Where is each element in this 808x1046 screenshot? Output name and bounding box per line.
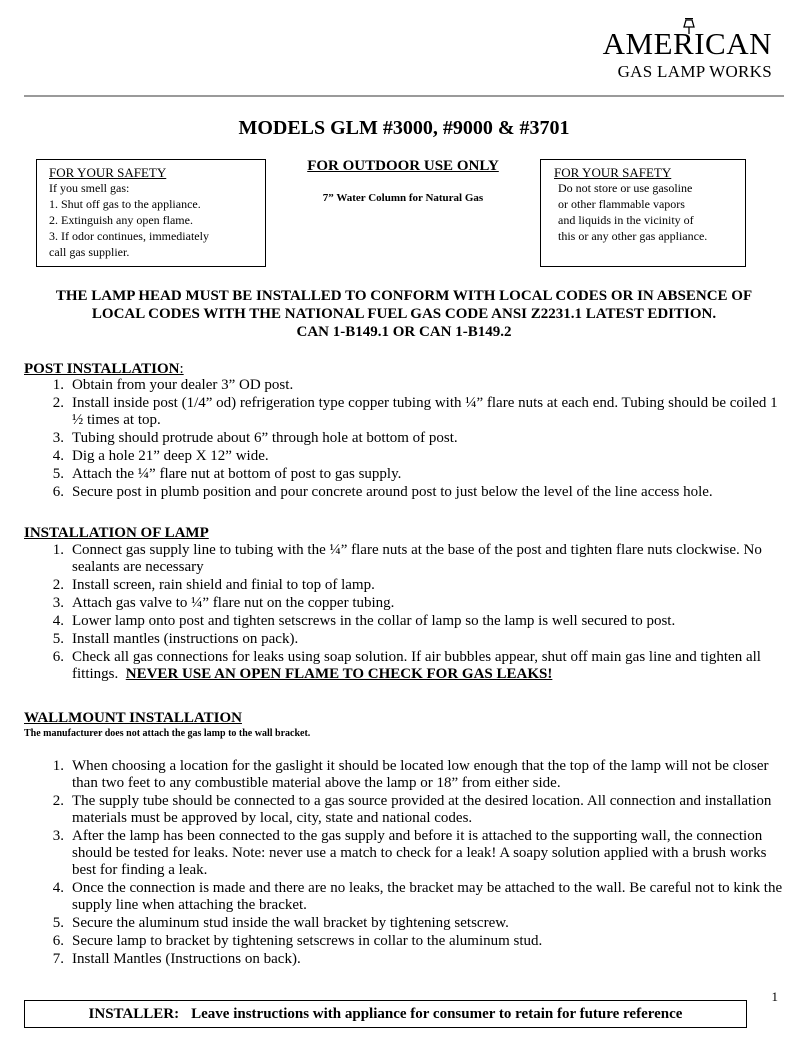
safety-right-line: and liquids in the vicinity of [558, 213, 694, 227]
safety-right-heading: FOR YOUR SAFETY [554, 165, 672, 180]
list-item: 3. Tubing should protrude about 6” through hole at bottom of post. [52, 430, 458, 446]
safety-right-line: Do not store or use gasoline [558, 181, 693, 195]
page-title: MODELS GLM #3000, #9000 & #3701 [238, 117, 570, 139]
code-notice-line: CAN 1-B149.1 OR CAN 1-B149.2 [296, 324, 512, 340]
installer-label: INSTALLER: [88, 1006, 180, 1022]
list-item: 5. Secure the aluminum stud inside the wall bracket by tightening setscrew. [52, 915, 509, 931]
list-item: 6. Secure lamp to bracket by tightening setscrews in collar to the aluminum stud. [52, 933, 543, 949]
list-item: 1. When choosing a location for the gaslight it should be located low enough that the top of the lamp will not be closer than two feet to any combustible material above the lamp or 18” from either side. [52, 758, 769, 791]
safety-left-line: 2. Extinguish any open flame. [49, 213, 193, 227]
list-item: 3. After the lamp has been connected to the gas supply and before it is attached to the supporting wall, the connection should be tested for leaks. Note: never use a match to check for a leak! A soapy solution applied with a brush works best for finding a leak. [52, 828, 767, 878]
safety-right-line: this or any other gas appliance. [558, 229, 708, 243]
page-number: 1 [771, 989, 778, 1004]
logo-line-2: GAS LAMP WORKS [617, 62, 772, 81]
installer-notice [24, 1000, 747, 1028]
list-item: 5. Attach the ¼” flare nut at bottom of post to gas supply. [52, 466, 402, 482]
header-rule [24, 95, 784, 97]
safety-left-line: If you smell gas: [49, 181, 130, 195]
heading-colon: : [179, 361, 184, 377]
safety-right-line: or other flammable vapors [558, 197, 685, 211]
list-item: 2. Install inside post (1/4” od) refrigeration type copper tubing with ¼” flare nuts at each end. Tubing should be coiled 1 ½ times at top. [52, 395, 778, 428]
list-item: 2. Install screen, rain shield and finial to top of lamp. [52, 577, 375, 593]
list-item: 1. Connect gas supply line to tubing with the ¼” flare nuts at the base of the post and tighten flare nuts clockwise. No sealants are necessary [52, 542, 762, 575]
wallmount-installation-heading: WALLMOUNT INSTALLATION [24, 710, 242, 726]
logo-line-1: AMERICAN [602, 26, 772, 61]
post-installation-list [24, 377, 784, 502]
list-item: 3. Attach gas valve to ¼” flare nut on the copper tubing. [52, 595, 395, 611]
code-notice [0, 287, 808, 341]
list-item: 4. Lower lamp onto post and tighten setscrews in the collar of lamp so the lamp is well secured to post. [52, 613, 676, 629]
code-notice-line: THE LAMP HEAD MUST BE INSTALLED TO CONFORM WITH LOCAL CODES OR IN ABSENCE OF [55, 288, 753, 304]
safety-left-line: 3. If odor continues, immediately [49, 229, 209, 243]
lamp-installation-list [24, 542, 784, 684]
list-item: 7. Install Mantles (Instructions on back). [52, 951, 301, 967]
list-item: 1. Obtain from your dealer 3” OD post. [52, 377, 294, 393]
list-item: 2. The supply tube should be connected to a gas source provided at the desired location. All connection and installation materials must be approved by local, city, state and national codes. [52, 793, 772, 826]
list-item-text: Check all gas connections for leaks using soap solution. If air bubbles appear, shut off main gas line and tighten all fittings. [72, 649, 761, 682]
water-column-text: 7” Water Column for Natural Gas [322, 192, 484, 204]
safety-box-left [36, 159, 266, 267]
safety-box-right [540, 159, 746, 267]
lamp-installation-heading: INSTALLATION OF LAMP [24, 525, 209, 541]
wallmount-installation-list [24, 758, 784, 969]
safety-left-line: call gas supplier. [49, 245, 130, 259]
list-item: 6. Check all gas connections for leaks using soap solution. If air bubbles appear, shut off main gas line and tighten all fittings. NEVER USE AN OPEN FLAME TO CHECK FOR GAS LEAKS! [52, 649, 761, 682]
gas-leak-warning: NEVER USE AN OPEN FLAME TO CHECK FOR GAS LEAKS! [125, 666, 553, 682]
safety-left-heading: FOR YOUR SAFETY [49, 165, 167, 180]
post-installation-heading-text: POST INSTALLATION [24, 361, 180, 377]
list-item: 6. Secure post in plumb position and pour concrete around post to just below the level of the line access hole. [52, 484, 713, 500]
company-logo [602, 18, 772, 84]
list-item: 4. Once the connection is made and there are no leaks, the bracket may be attached to the wall. Be careful not to kink the supply line when attaching the bracket. [52, 880, 783, 913]
safety-left-line: 1. Shut off gas to the appliance. [49, 197, 201, 211]
list-item: 5. Install mantles (instructions on pack). [52, 631, 299, 647]
list-item: 4. Dig a hole 21” deep X 12” wide. [52, 448, 269, 464]
installer-text: Leave instructions with appliance for consumer to retain for future reference [191, 1006, 683, 1022]
outdoor-use-heading: FOR OUTDOOR USE ONLY [307, 158, 499, 174]
post-installation-heading [24, 360, 184, 378]
wallmount-note: The manufacturer does not attach the gas lamp to the wall bracket. [24, 728, 311, 739]
code-notice-line: LOCAL CODES WITH THE NATIONAL FUEL GAS CODE ANSI Z2231.1 LATEST EDITION. [91, 306, 717, 322]
